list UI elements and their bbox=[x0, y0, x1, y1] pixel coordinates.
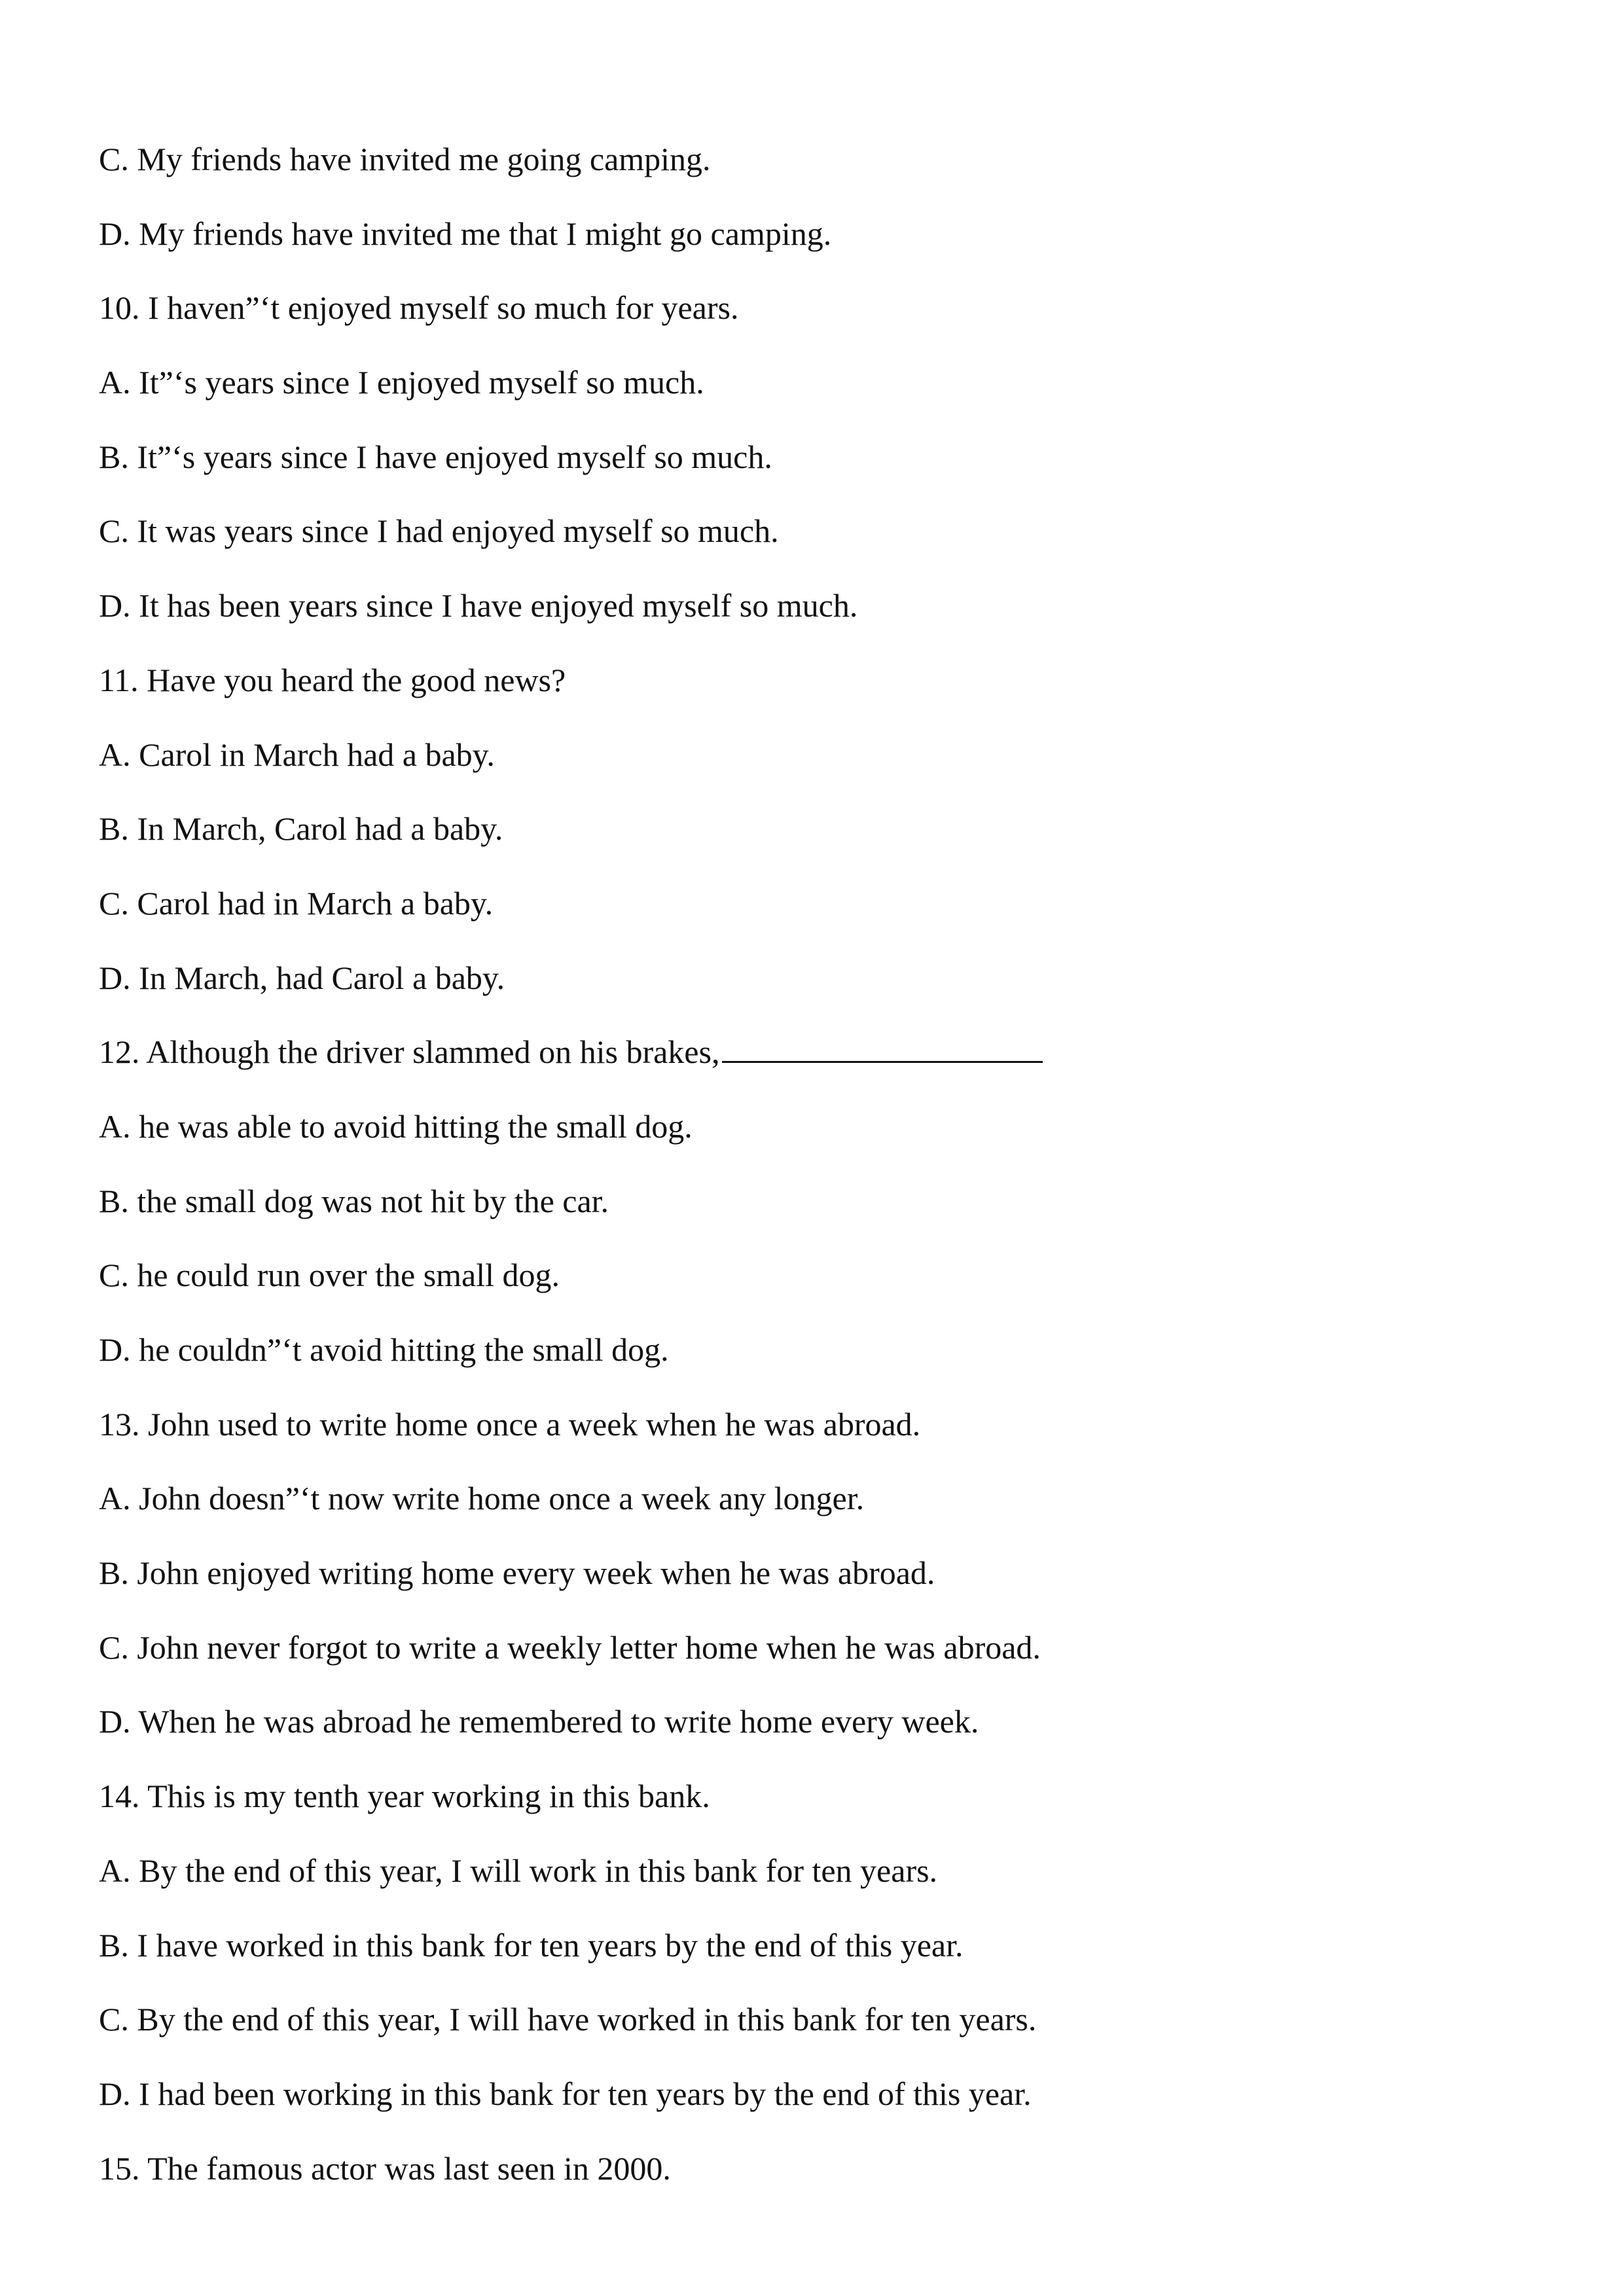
line-text: A. he was able to avoid hitting the small dog. bbox=[99, 1107, 693, 1145]
line-text: B. John enjoyed writing home every week when he was abroad. bbox=[99, 1554, 935, 1592]
line-text: D. My friends have invited me that I might go camping. bbox=[99, 215, 832, 252]
question-10 bbox=[99, 285, 1539, 359]
line-text: A. Carol in March had a baby. bbox=[99, 736, 495, 773]
question-14 bbox=[99, 1773, 1539, 1848]
option-14c bbox=[99, 1996, 1539, 2071]
line-text: A. It”‘s years since I enjoyed myself so much. bbox=[99, 364, 704, 401]
option-11c bbox=[99, 880, 1539, 955]
line-text: C. By the end of this year, I will have worked in this bank for ten years. bbox=[99, 2001, 1037, 2038]
line-text: 15. The famous actor was last seen in 2000. bbox=[99, 2149, 671, 2187]
line-text: A. By the end of this year, I will work in this bank for ten years. bbox=[99, 1852, 938, 1889]
option-14a bbox=[99, 1848, 1539, 1922]
option-10c bbox=[99, 508, 1539, 583]
option-13c bbox=[99, 1624, 1539, 1699]
option-9c bbox=[99, 136, 1539, 211]
line-text: 11. Have you heard the good news? bbox=[99, 661, 566, 698]
line-text: B. I have worked in this bank for ten years by the end of this year. bbox=[99, 1926, 964, 1964]
option-12a bbox=[99, 1103, 1539, 1178]
option-14b bbox=[99, 1922, 1539, 1997]
line-text: 14. This is my tenth year working in this bank. bbox=[99, 1778, 710, 1815]
line-text: C. he could run over the small dog. bbox=[99, 1257, 560, 1294]
line-text: 10. I haven”‘t enjoyed myself so much for years. bbox=[99, 289, 739, 327]
question-11 bbox=[99, 657, 1539, 732]
option-11d bbox=[99, 955, 1539, 1030]
option-13a bbox=[99, 1475, 1539, 1550]
line-text: 12. Although the driver slammed on his brakes, bbox=[99, 1033, 720, 1071]
line-text: C. It was years since I had enjoyed myself so much. bbox=[99, 512, 779, 550]
line-text: C. Carol had in March a baby. bbox=[99, 884, 494, 922]
line-text: D. I had been working in this bank for ten years by the end of this year. bbox=[99, 2075, 1032, 2112]
option-13d bbox=[99, 1698, 1539, 1773]
option-12c bbox=[99, 1252, 1539, 1327]
answer-blank bbox=[722, 1031, 1043, 1063]
question-13 bbox=[99, 1401, 1539, 1476]
option-9d bbox=[99, 211, 1539, 285]
line-text: D. he couldn”‘t avoid hitting the small dog. bbox=[99, 1331, 669, 1368]
option-10a bbox=[99, 359, 1539, 434]
line-text: D. It has been years since I have enjoyed myself so much. bbox=[99, 587, 858, 624]
option-14d bbox=[99, 2071, 1539, 2145]
option-10d bbox=[99, 583, 1539, 657]
option-11b bbox=[99, 806, 1539, 880]
option-10b bbox=[99, 434, 1539, 509]
line-text: D. When he was abroad he remembered to write home every week. bbox=[99, 1703, 979, 1740]
option-13b bbox=[99, 1550, 1539, 1624]
line-text: C. John never forgot to write a weekly letter home when he was abroad. bbox=[99, 1628, 1041, 1666]
line-text: A. John doesn”‘t now write home once a week any longer. bbox=[99, 1480, 865, 1517]
line-text: 13. John used to write home once a week when he was abroad. bbox=[99, 1405, 921, 1443]
option-12b bbox=[99, 1178, 1539, 1253]
question-12 bbox=[99, 1029, 1539, 1103]
line-text: B. It”‘s years since I have enjoyed myself so much. bbox=[99, 438, 772, 475]
option-11a bbox=[99, 732, 1539, 806]
line-text: D. In March, had Carol a baby. bbox=[99, 959, 505, 996]
line-text: B. the small dog was not hit by the car. bbox=[99, 1182, 609, 1219]
question-15 bbox=[99, 2145, 1539, 2220]
option-12d bbox=[99, 1327, 1539, 1401]
line-text: B. In March, Carol had a baby. bbox=[99, 810, 503, 848]
line-text: C. My friends have invited me going camping. bbox=[99, 141, 711, 177]
question-list bbox=[99, 136, 1539, 2219]
